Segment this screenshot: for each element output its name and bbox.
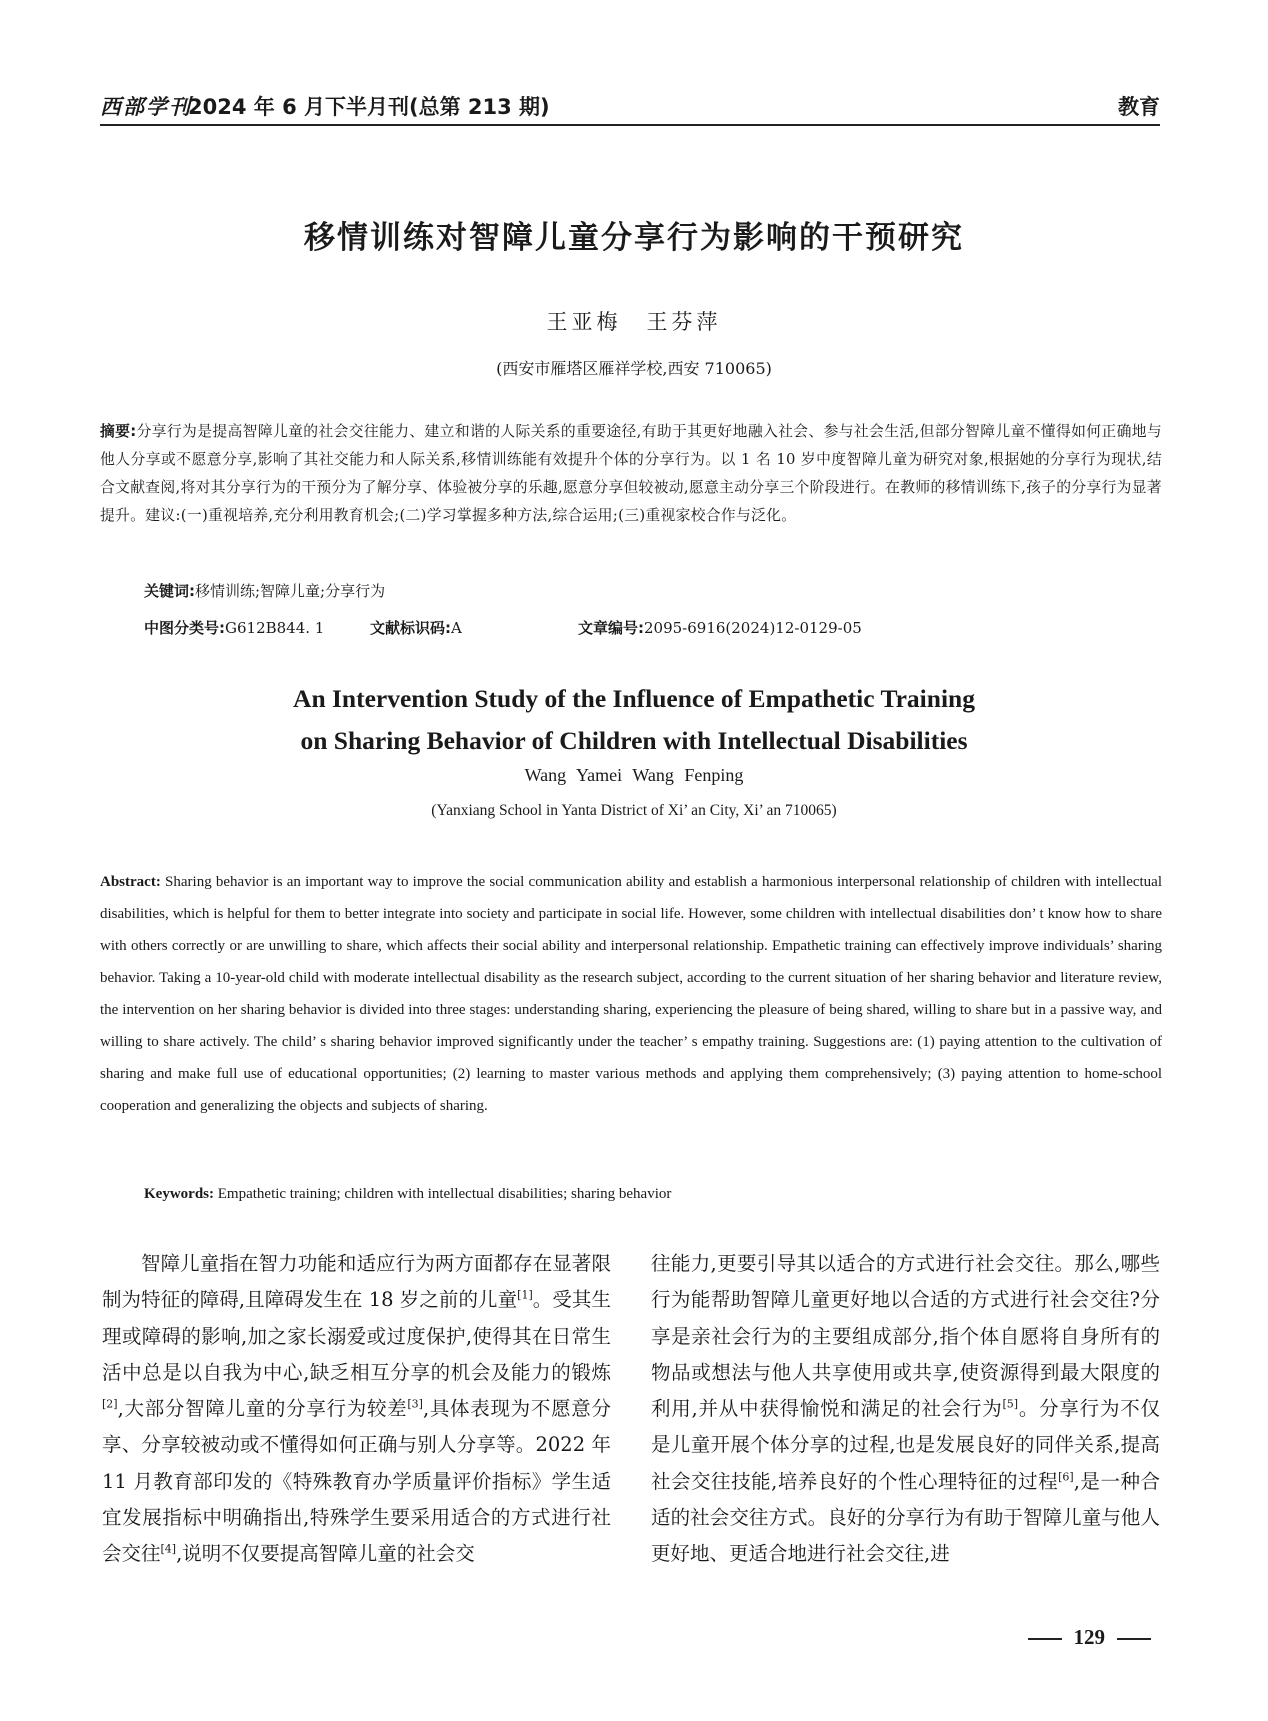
body-text: 。受其生理或障碍的影响,加之家长溺爱或过度保护,使得其在日常生活中总是以自我为中心,缺乏相互分享的机会及能力的锻炼 xyxy=(102,1288,611,1384)
title-en-line1: An Intervention Study of the Influence of Empathetic Training xyxy=(293,684,975,713)
affiliation-cn: (西安市雁塔区雁祥学校,西安 710065) xyxy=(496,359,772,378)
keywords-en xyxy=(144,1186,1144,1203)
citation-4: [4] xyxy=(160,1542,177,1556)
clc-label: 中图分类号: xyxy=(144,619,225,637)
doc-code-label: 文献标识码: xyxy=(370,619,451,637)
body-text: ,具体表现为不愿意分享、分享较被动或不懂得如何正确与别人分享等。2022 年 11 月教育部印发的《特殊教育办学质量评价指标》学生适宜发展指标中明确指出,特殊学生要采用适合的方式进行社会交往 xyxy=(102,1397,611,1566)
section-name: 教育 xyxy=(1118,95,1160,119)
article-number xyxy=(578,617,862,638)
body-column-left xyxy=(102,1246,611,1573)
body-text: 。分享行为不仅是儿童开展个体分享的过程,也是发展良好的同伴关系,提高社会交往技能,培养良好的个性心理特征的过程 xyxy=(651,1397,1160,1493)
citation-6: [6] xyxy=(1058,1470,1074,1484)
clc-value: G612B844. 1 xyxy=(225,619,325,637)
body-text: 往能力,更要引导其以适合的方式进行社会交往。那么,哪些行为能帮助智障儿童更好地以合适的方式进行社会交往?分享是亲社会行为的主要组成部分,指个体自愿将自身所有的物品或想法与他人共享使用或共享,使资源得到最大限度的利用,并从中获得愉悦和满足的社会行为 xyxy=(651,1252,1160,1421)
page-dash-left xyxy=(1028,1638,1062,1640)
clc-number xyxy=(144,617,324,638)
title-en-line2: on Sharing Behavior of Children with Intellectual Disabilities xyxy=(300,726,968,755)
body-text: ,是一种合适的社会交往方式。良好的分享行为有助于智障儿童与他人更好地、更适合地进行社会交往,进 xyxy=(651,1469,1160,1566)
abstract-cn-text: 分享行为是提高智障儿童的社会交往能力、建立和谐的人际关系的重要途径,有助于其更好地融入社会、参与社会生活,但部分智障儿童不懂得如何正确地与他人分享或不愿意分享,影响了其社交能力和人际关系,移情训练能有效提升个体的分享行为。以 1 名 10 岁中度智障儿童为研究对象,根据她的分享行为现状,结合文献查阅,将对其分享行为的干预分为了解分享、体验被分享的乐趣,愿意分享但较被动,愿意主动分享三个阶段进行。在教师的移情训练下,孩子的分享行为显著提升。建议:(一)重视培养,充分利用教育机会;(二)学习掌握多种方法,综合运用;(三)重视家校合作与泛化。 xyxy=(100,423,1162,524)
title-cn: 移情训练对智障儿童分享行为影响的干预研究 xyxy=(304,220,964,256)
article-number-value: 2095-6916(2024)12-0129-05 xyxy=(644,619,862,637)
document-code xyxy=(370,617,462,638)
keywords-cn xyxy=(144,580,385,601)
abstract-en-text: Sharing behavior is an important way to improve the social communication ability and establish a harmonious interpersonal relationship of children with intellectual disabilities, which is helpful for them to better integrate into society and participate in social life. However, some children with intellectual disabilities don’ t know how to share with others correctly or are unwilling to share, which affects their social ability and interpersonal relationship. Empathetic training can effectively improve individuals’ sharing behavior. Taking a 10-year-old child with moderate intellectual disability as the research subject, according to the current situation of her sharing behavior and literature review, the intervention on her sharing behavior is divided into three stages: understanding sharing, experiencing the pleasure of being shared, willing to share but in a passive way, and willing to share actively. The child’ s sharing behavior improved significantly under the teacher’ s empathy training. Suggestions are: (1) paying attention to the cultivation of sharing and make full use of educational opportunities; (2) learning to master various methods and applying them comprehensively; (3) paying attention to home-school cooperation and generalizing the objects and subjects of sharing. xyxy=(100,874,1163,1114)
body-column-right xyxy=(651,1246,1160,1573)
body-text: 智障儿童指在智力功能和适应行为两方面都存在显著限制为特征的障碍,且障碍发生在 18 岁之前的儿童 xyxy=(102,1252,611,1312)
keywords-cn-text: 移情训练;智障儿童;分享行为 xyxy=(195,582,386,600)
keywords-cn-label: 关键词: xyxy=(144,582,195,600)
abstract-cn xyxy=(100,418,1162,530)
header-rule xyxy=(100,124,1160,126)
authors-en: Wang Yamei Wang Fenping xyxy=(524,765,744,785)
page-number xyxy=(1016,1625,1164,1650)
page-dash-right xyxy=(1117,1638,1151,1640)
running-header xyxy=(100,86,1160,126)
keywords-en-text: Empathetic training; children with intellectual disabilities; sharing behavior xyxy=(217,1186,672,1202)
body-text: ,说明不仅要提高智障儿童的社会交 xyxy=(176,1542,475,1566)
doc-code-value: A xyxy=(451,619,462,637)
title-en xyxy=(0,678,1268,762)
abstract-en-label: Abstract: xyxy=(100,874,161,890)
abstract-en xyxy=(100,866,1162,1122)
body-text: ,大部分智障儿童的分享行为较差 xyxy=(117,1397,408,1421)
abstract-cn-label: 摘要: xyxy=(100,423,137,440)
affiliation-en: (Yanxiang School in Yanta District of Xi’ an City, Xi’ an 710065) xyxy=(431,802,837,819)
citation-3: [3] xyxy=(407,1397,423,1411)
citation-2: [2] xyxy=(102,1397,118,1411)
page-number-value: 129 xyxy=(1073,1625,1105,1649)
issue-info: 2024 年 6 月下半月刊(总第 213 期) xyxy=(188,95,550,119)
citation-1: [1] xyxy=(517,1288,533,1302)
keywords-en-label: Keywords: xyxy=(144,1186,214,1202)
article-number-label: 文章编号: xyxy=(578,619,644,637)
journal-logo: 西部学刊 xyxy=(100,94,192,119)
citation-5: [5] xyxy=(1002,1397,1019,1411)
authors-cn: 王亚梅 王芬萍 xyxy=(546,310,722,334)
